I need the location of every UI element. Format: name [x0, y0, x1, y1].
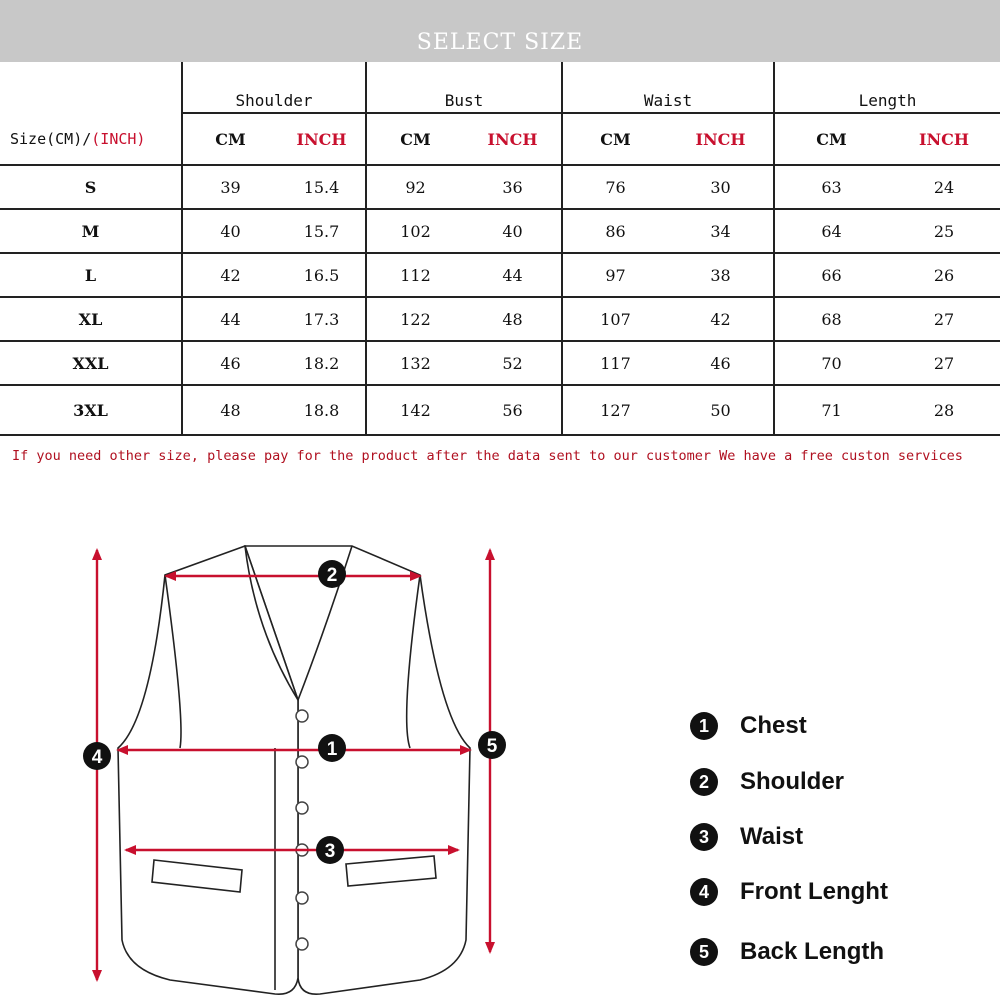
size-cell: L: [0, 253, 182, 297]
vest-outline: [118, 546, 470, 994]
unit-inch: INCH: [464, 113, 562, 165]
value-cell: 48: [182, 385, 278, 435]
unit-inch: INCH: [888, 113, 1000, 165]
value-cell: 24: [888, 165, 1000, 209]
badge-1: 1: [690, 712, 718, 740]
value-cell: 68: [774, 297, 888, 341]
value-cell: 63: [774, 165, 888, 209]
svg-text:2: 2: [326, 565, 338, 586]
badge-5: 5: [690, 938, 718, 966]
size-cell: S: [0, 165, 182, 209]
banner: [0, 0, 1000, 62]
value-cell: 132: [366, 341, 464, 385]
value-cell: 44: [182, 297, 278, 341]
value-cell: 142: [366, 385, 464, 435]
header-waist: Waist: [562, 62, 774, 113]
value-cell: 66: [774, 253, 888, 297]
value-cell: 28: [888, 385, 1000, 435]
value-cell: 127: [562, 385, 668, 435]
value-cell: 86: [562, 209, 668, 253]
unit-inch: INCH: [668, 113, 774, 165]
unit-cm: CM: [366, 113, 464, 165]
svg-text:4: 4: [91, 747, 103, 768]
size-cell: XXL: [0, 341, 182, 385]
value-cell: 50: [668, 385, 774, 435]
marker-waist: [316, 836, 344, 864]
custom-size-note: If you need other size, please pay for the product after the data sent to our customer We have a free custon services: [12, 448, 963, 464]
value-cell: 38: [668, 253, 774, 297]
value-cell: 34: [668, 209, 774, 253]
svg-text:1: 1: [326, 739, 338, 760]
value-cell: 17.3: [278, 297, 366, 341]
legend-item-chest: [690, 712, 807, 740]
value-cell: 42: [668, 297, 774, 341]
banner-title: SELECT SIZE: [416, 30, 584, 55]
legend-label: Waist: [740, 823, 804, 850]
value-cell: 42: [182, 253, 278, 297]
legend-label: Front Lenght: [740, 878, 888, 905]
header-length: Length: [774, 62, 1000, 113]
marker-back-length: [478, 731, 506, 759]
size-cell: 3XL: [0, 385, 182, 435]
table-row: [0, 165, 1000, 209]
table-row: [0, 209, 1000, 253]
value-cell: 15.7: [278, 209, 366, 253]
corner-cell: [0, 62, 182, 113]
table-row: [0, 385, 1000, 435]
value-cell: 44: [464, 253, 562, 297]
value-cell: 15.4: [278, 165, 366, 209]
value-cell: 97: [562, 253, 668, 297]
vest-diagram: [0, 520, 560, 1000]
badge-4: 4: [690, 878, 718, 906]
legend-label: Chest: [740, 712, 807, 739]
value-cell: 26: [888, 253, 1000, 297]
size-unit-label: Size(CM)/(INCH): [0, 113, 182, 165]
value-cell: 25: [888, 209, 1000, 253]
size-cell: XL: [0, 297, 182, 341]
marker-front-length: [83, 742, 111, 770]
value-cell: 36: [464, 165, 562, 209]
size-chart-table: [0, 62, 1000, 436]
value-cell: 16.5: [278, 253, 366, 297]
value-cell: 117: [562, 341, 668, 385]
value-cell: 71: [774, 385, 888, 435]
header-shoulder: Shoulder: [182, 62, 366, 113]
value-cell: 46: [668, 341, 774, 385]
value-cell: 76: [562, 165, 668, 209]
value-cell: 18.8: [278, 385, 366, 435]
legend-item-shoulder: [690, 768, 844, 796]
value-cell: 112: [366, 253, 464, 297]
svg-text:5: 5: [486, 736, 498, 757]
value-cell: 18.2: [278, 341, 366, 385]
size-cell: M: [0, 209, 182, 253]
legend-item-front-length: [690, 878, 888, 906]
table-row: [0, 297, 1000, 341]
value-cell: 48: [464, 297, 562, 341]
value-cell: 27: [888, 341, 1000, 385]
value-cell: 27: [888, 297, 1000, 341]
value-cell: 39: [182, 165, 278, 209]
header-bust: Bust: [366, 62, 562, 113]
unit-cm: CM: [562, 113, 668, 165]
unit-cm: CM: [774, 113, 888, 165]
unit-cm: CM: [182, 113, 278, 165]
table-row: [0, 341, 1000, 385]
table-row: [0, 253, 1000, 297]
legend-item-back-length: [690, 938, 884, 966]
value-cell: 92: [366, 165, 464, 209]
legend-label: Back Length: [740, 938, 885, 965]
value-cell: 46: [182, 341, 278, 385]
value-cell: 30: [668, 165, 774, 209]
value-cell: 102: [366, 209, 464, 253]
legend-item-waist: [690, 823, 803, 851]
marker-shoulder: [318, 560, 346, 588]
badge-2: 2: [690, 768, 718, 796]
value-cell: 70: [774, 341, 888, 385]
value-cell: 64: [774, 209, 888, 253]
value-cell: 52: [464, 341, 562, 385]
value-cell: 122: [366, 297, 464, 341]
legend-label: Shoulder: [740, 768, 845, 795]
value-cell: 107: [562, 297, 668, 341]
value-cell: 40: [464, 209, 562, 253]
badge-3: 3: [690, 823, 718, 851]
marker-chest: [318, 734, 346, 762]
value-cell: 40: [182, 209, 278, 253]
svg-text:3: 3: [324, 841, 336, 862]
unit-inch: INCH: [278, 113, 366, 165]
value-cell: 56: [464, 385, 562, 435]
